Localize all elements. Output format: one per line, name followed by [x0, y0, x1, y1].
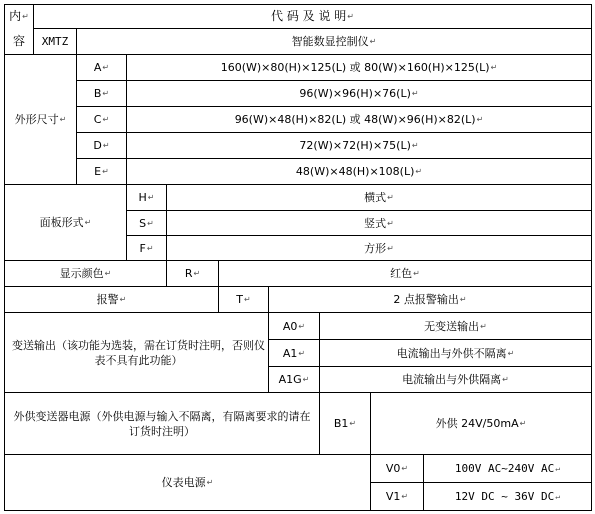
- alarm-value: 2 点报警输出 ↵: [393, 293, 467, 306]
- table-title: 代 码 及 说 明 ↵: [271, 9, 354, 23]
- display-color-label: 显示颜色 ↵: [59, 267, 112, 280]
- display-color-code: R ↵: [184, 267, 201, 280]
- dimension-code: E ↵: [94, 165, 109, 178]
- transmit-value: 电流输出与外供隔离 ↵: [402, 373, 509, 386]
- model-code: XMTZ: [41, 35, 69, 48]
- dimension-value: 48(W)×48(H)×108(L) ↵: [295, 165, 423, 178]
- display-color-value: 红色 ↵: [390, 267, 420, 280]
- transmit-value: 电流输出与外供不隔离 ↵: [396, 346, 515, 360]
- panel-code: H ↵: [138, 191, 155, 204]
- header-label-top: 内 ↵: [9, 9, 29, 23]
- panel-code: S ↵: [139, 216, 154, 230]
- panel-value: 方形 ↵: [364, 241, 394, 255]
- supply-value: 外供 24V/50mA ↵: [435, 417, 527, 430]
- panel-code: F ↵: [139, 241, 154, 255]
- dimension-code: D ↵: [93, 139, 110, 152]
- panel-value: 竖式 ↵: [364, 216, 394, 230]
- dimension-code: C ↵: [93, 113, 110, 126]
- alarm-code: T ↵: [236, 293, 251, 306]
- panel-label: 面板形式 ↵: [39, 216, 92, 229]
- transmit-code: A1 ↵: [282, 346, 306, 360]
- power-value: 12V DC ~ 36V DC ↵: [454, 490, 561, 503]
- dimension-value: 72(W)×72(H)×75(L) ↵: [299, 139, 419, 152]
- power-code: V0 ↵: [385, 462, 409, 475]
- panel-value: 横式 ↵: [364, 191, 394, 204]
- border-bottom: [4, 510, 592, 511]
- transmit-value: 无变送输出 ↵: [424, 319, 487, 333]
- product-name: 智能数显控制仪 ↵: [291, 35, 377, 48]
- transmit-code: A1G ↵: [278, 373, 310, 386]
- power-code: V1 ↵: [385, 490, 409, 503]
- dimension-value: 96(W)×48(H)×82(L) 或 48(W)×96(H)×82(L) ↵: [234, 113, 484, 126]
- dimension-value: 96(W)×96(H)×76(L) ↵: [299, 87, 419, 100]
- dimension-code: B ↵: [93, 87, 110, 100]
- power-label: 仪表电源 ↵: [161, 476, 214, 489]
- alarm-label: 报警 ↵: [96, 293, 127, 306]
- dimension-code: A ↵: [93, 61, 110, 74]
- power-value: 100V AC~240V AC ↵: [454, 462, 561, 475]
- dimension-value: 160(W)×80(H)×125(L) 或 80(W)×160(H)×125(L) ↵: [220, 61, 498, 74]
- supply-code: B1 ↵: [333, 417, 357, 430]
- supply-label: 外供变送器电源（外供电源与输入不隔离，有隔离要求的请在订货时注明）: [13, 409, 311, 438]
- header-label-bottom: 容: [12, 34, 25, 48]
- transmit-label: 变送输出（该功能为选装，需在订货时注明，否则仪表不具有此功能）: [12, 338, 265, 367]
- dimensions-label: 外形尺寸 ↵: [14, 113, 67, 126]
- transmit-code: A0 ↵: [282, 319, 306, 333]
